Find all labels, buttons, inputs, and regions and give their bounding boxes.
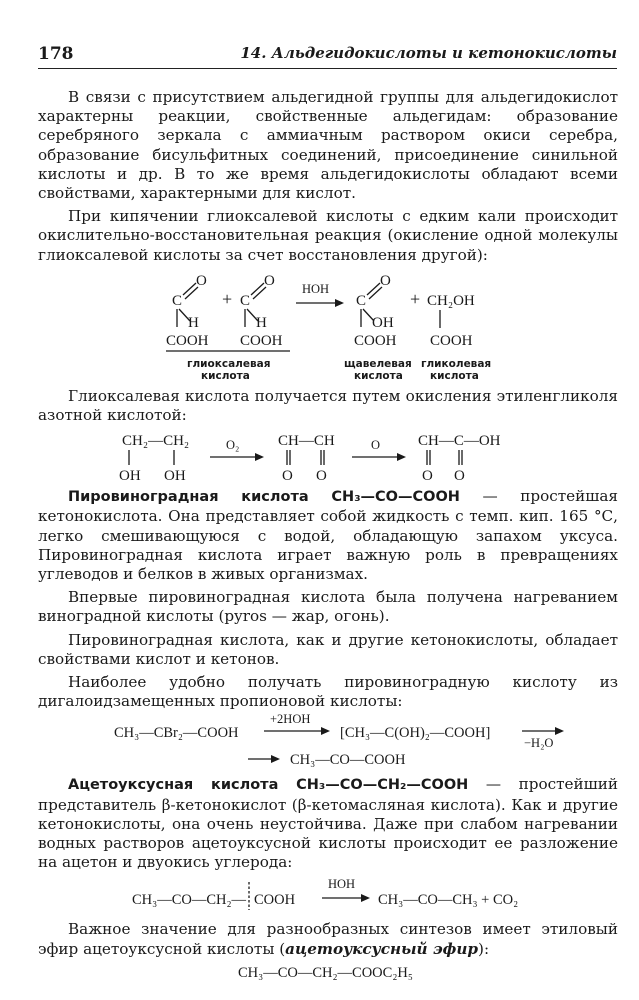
arrow-head xyxy=(335,299,344,307)
oxygen-atom: O xyxy=(282,468,293,484)
reagent-label: HOH xyxy=(328,877,356,892)
double-bond xyxy=(367,283,380,295)
carbon-atom: C xyxy=(240,292,251,309)
paragraph-pyruvic-text: — простейшая кетонокислота. Она представляет собой жидкость с темп. кип. 165 °С, легко смешивающуюся с водой, обладающую запахом уксуса. Пировиноградная кислота играет важную роль в превращениях углеводов и белков в живых организмах. xyxy=(38,487,618,584)
arrow-head xyxy=(361,894,370,902)
hydroxyl-group: OH xyxy=(164,468,186,484)
oxygen-atom: O xyxy=(422,468,433,484)
label-glyoxylic-2: кислота xyxy=(201,369,250,382)
reaction-scheme-dihalide-hydrolysis xyxy=(38,711,618,771)
paragraph-pyruvic-synthesis: Наиболее удобно получать пировиноградную кислоту из дигалоидзамещенных пропионовой кислоты: xyxy=(38,673,618,711)
double-bond xyxy=(183,283,196,295)
reaction-diagram-2 xyxy=(38,425,618,483)
oxygen-atom: O xyxy=(196,272,207,289)
header-rule xyxy=(38,68,617,69)
dibromide-formula: CH₃—CBr₂—COOH xyxy=(114,725,239,742)
carboxyl-group: COOH xyxy=(430,332,473,349)
reaction-scheme-glyoxylic-redox xyxy=(38,265,618,387)
term-acetoacetic-ester: ацетоуксусный эфир xyxy=(285,939,479,958)
term-acetoacetic-acid: Ацетоуксусная кислота CH₃—CO—CH₂—COOH xyxy=(68,777,469,794)
oxygen-atom: O xyxy=(454,468,465,484)
paragraph-aldehyde-acids: В связи с присутствием альдегидной группы для альдегидокислот характерны реакции, свойственные альдегидам: образование серебряного зеркала с аммиачным раствором окиси серебра, образование бисульфитных соединений, присоединение синильной кислоты и др. В то же время альдегидокислоты обладают всеми свойствами, характерными для кислот. xyxy=(38,88,618,203)
carboxyl-group: COOH xyxy=(240,332,283,349)
plus-sign: + xyxy=(410,288,421,309)
intermediate-formula: [CH₃—C(OH)₂—COOH] xyxy=(340,725,491,742)
term-pyruvic-acid: Пировиноградная кислота CH₃—CO—COOH xyxy=(68,489,460,506)
carboxyl-group: COOH xyxy=(354,332,397,349)
glyoxylic-formula: CH—C—OH xyxy=(418,433,501,450)
arrow-head xyxy=(397,453,406,461)
reaction-diagram-1 xyxy=(38,265,618,387)
arrow-head xyxy=(255,453,264,461)
paragraph-acetoacetic-acid xyxy=(38,775,618,872)
paragraph-acetoacetic-text: — простейший представитель β-кетонокислот (β-кетомасляная кислота). Как и другие кетонокислоты, она очень неустойчива. Даже при слабом нагревании водных растворов ацетоуксусной кислоты происходит ее разложение на ацетон и двуокись углерода: xyxy=(38,775,618,872)
label-oxalic-1: щавелевая xyxy=(344,357,412,370)
paragraph-pyruvic-acid xyxy=(38,487,618,584)
glyoxal-formula: CH—CH xyxy=(278,433,335,450)
reagent-label-top: +2HOH xyxy=(270,712,311,727)
label-glycolic-2: кислота xyxy=(430,369,479,382)
reaction-scheme-ethylene-glycol xyxy=(38,425,618,483)
products-formula: CH₃—CO—CH₃ + CO₂ xyxy=(378,892,519,909)
oxygen-atom: O xyxy=(380,272,391,289)
paragraph-acetoacetic-ester xyxy=(38,920,618,958)
label-glyoxylic-1: глиоксалевая xyxy=(187,357,271,370)
reaction-scheme-decarboxylation xyxy=(38,872,618,916)
ester-formula: CH₃—CO—CH₂—COOC₂H₅ xyxy=(238,964,413,981)
plus-sign: + xyxy=(222,288,233,309)
reaction-diagram-4 xyxy=(38,872,618,916)
label-glycolic-1: гликолевая xyxy=(421,357,492,370)
acetoacetic-formula-part: CH₃—CO—CH₂— xyxy=(132,892,247,909)
glycol-formula: CH₂—CH₂ xyxy=(122,433,190,450)
arrow-head xyxy=(555,727,564,735)
reagent-label: O₂ xyxy=(226,438,240,453)
page-header xyxy=(38,44,617,72)
label-oxalic-2: кислота xyxy=(354,369,403,382)
pyruvic-formula: CH₃—CO—COOH xyxy=(290,752,406,769)
paragraph-pyruvic-properties: Пировиноградная кислота, как и другие кетонокислоты, обладает свойствами кислот и кетонов. xyxy=(38,630,618,668)
hydroxyl-group: OH xyxy=(119,468,141,484)
paragraph-ester-tail: ): xyxy=(478,939,490,958)
reagent-label-bottom: −H₂O xyxy=(524,736,554,751)
paragraph-pyruvic-history: Впервые пировиноградная кислота была получена нагреванием виноградной кислоты (pyros — жар, огонь). xyxy=(38,588,618,626)
page-body xyxy=(38,88,618,985)
carboxyl-group: COOH xyxy=(166,332,209,349)
arrow-head xyxy=(271,755,280,763)
arrow-head xyxy=(321,727,330,735)
double-bond xyxy=(251,283,264,295)
paragraph-ester-text: Важное значение для разнообразных синтезов имеет этиловый эфир ацетоуксусной кислоты ( xyxy=(38,920,618,958)
oxygen-atom: O xyxy=(316,468,327,484)
oxygen-atom: O xyxy=(264,272,275,289)
running-head: 14. Альдегидокислоты и кетонокислоты xyxy=(240,44,617,62)
carbon-atom: C xyxy=(172,292,183,309)
hydrogen-atom: H xyxy=(188,314,199,331)
formula-acetoacetic-ester xyxy=(38,959,618,985)
reagent-label: HOH xyxy=(302,281,330,296)
formula-diagram-5 xyxy=(38,959,618,985)
page-number: 178 xyxy=(38,44,74,64)
reaction-diagram-3 xyxy=(38,711,618,771)
reagent-label: O xyxy=(371,438,381,453)
hydroxymethyl-group: CH₂OH xyxy=(427,292,475,309)
hydroxyl-group: OH xyxy=(372,314,394,331)
paragraph-glyoxylic-redox: При кипячении глиоксалевой кислоты с едким кали происходит окислительно-восстановительная реакция (окисление одной молекулы глиоксалевой кислоты за счет восстановления другой): xyxy=(38,207,618,264)
hydrogen-atom: H xyxy=(256,314,267,331)
carboxyl-group: COOH xyxy=(254,892,296,909)
carbon-atom: C xyxy=(356,292,367,309)
paragraph-glyoxylic-preparation: Глиоксалевая кислота получается путем окисления этиленгликоля азотной кислотой: xyxy=(38,386,618,425)
